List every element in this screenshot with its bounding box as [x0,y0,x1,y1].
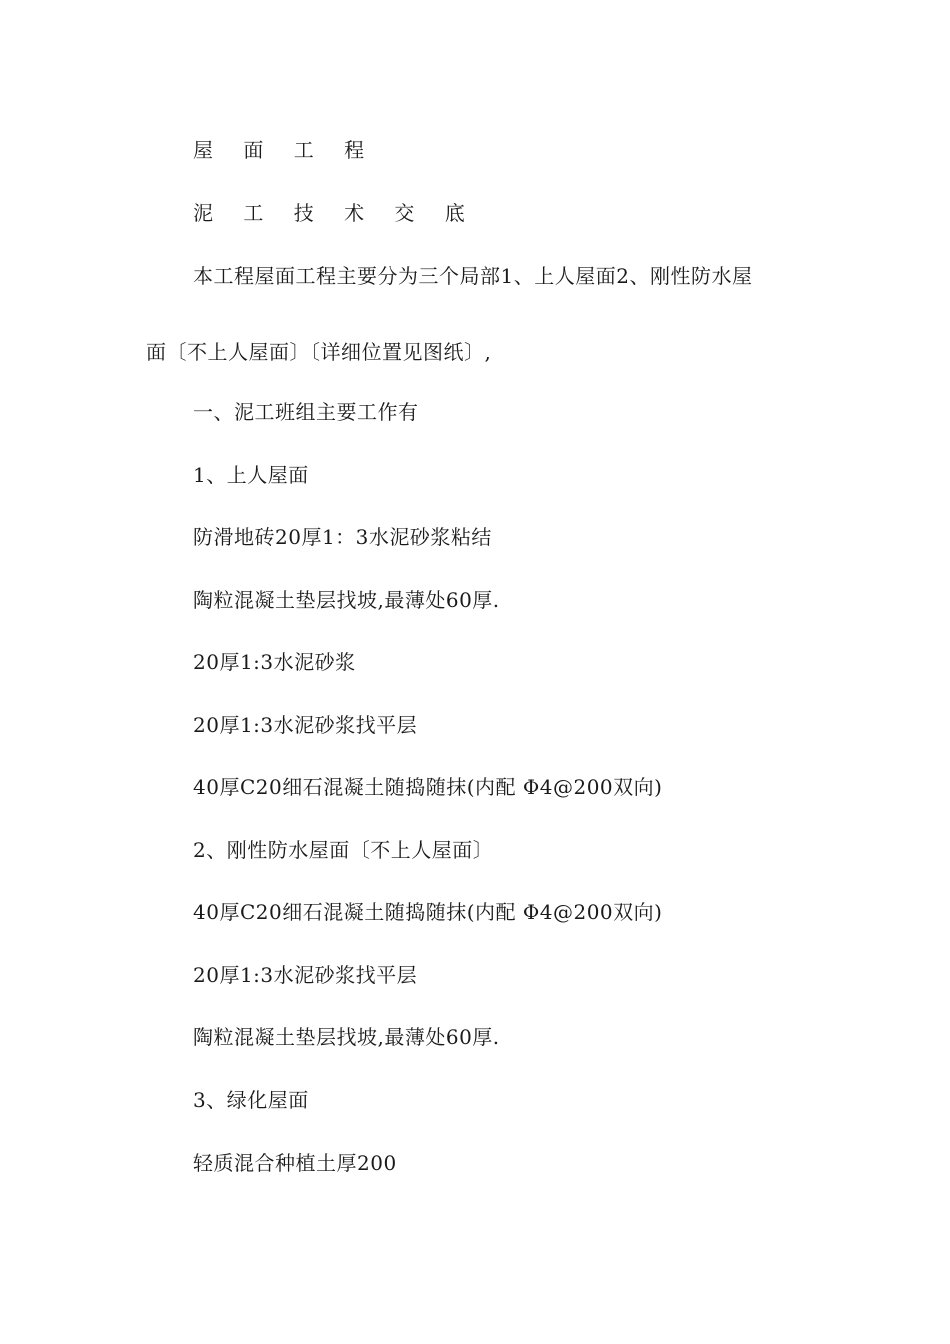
list-item: 2、刚性防水屋面〔不上人屋面〕 [193,838,494,862]
section-heading: 一、泥工班组主要工作有 [193,400,419,424]
list-item: 防滑地砖20厚1：3水泥砂浆粘结 [193,525,492,549]
document-title: 屋 面 工 程 [193,138,377,162]
intro-paragraph-line-1: 本工程屋面工程主要分为三个局部1、上人屋面2、刚性防水屋 [193,264,753,288]
intro-paragraph-line-2: 面〔不上人屋面〕〔详细位置见图纸〕, [146,340,492,364]
list-item: 20厚1:3水泥砂浆找平层 [193,713,418,737]
list-item: 40厚C20细石混凝土随捣随抹(内配 Φ4@200双向) [193,775,663,799]
list-item: 40厚C20细石混凝土随捣随抹(内配 Φ4@200双向) [193,900,663,924]
list-item: 陶粒混凝土垫层找坡,最薄处60厚. [193,588,500,612]
list-item: 20厚1:3水泥砂浆找平层 [193,963,418,987]
list-item: 陶粒混凝土垫层找坡,最薄处60厚. [193,1025,500,1049]
list-item: 3、绿化屋面 [193,1088,309,1112]
list-item: 轻质混合种植土厚200 [193,1151,397,1175]
document-subtitle: 泥 工 技 术 交 底 [193,201,477,225]
list-item: 20厚1:3水泥砂浆 [193,650,356,674]
list-item: 1、上人屋面 [193,463,309,487]
